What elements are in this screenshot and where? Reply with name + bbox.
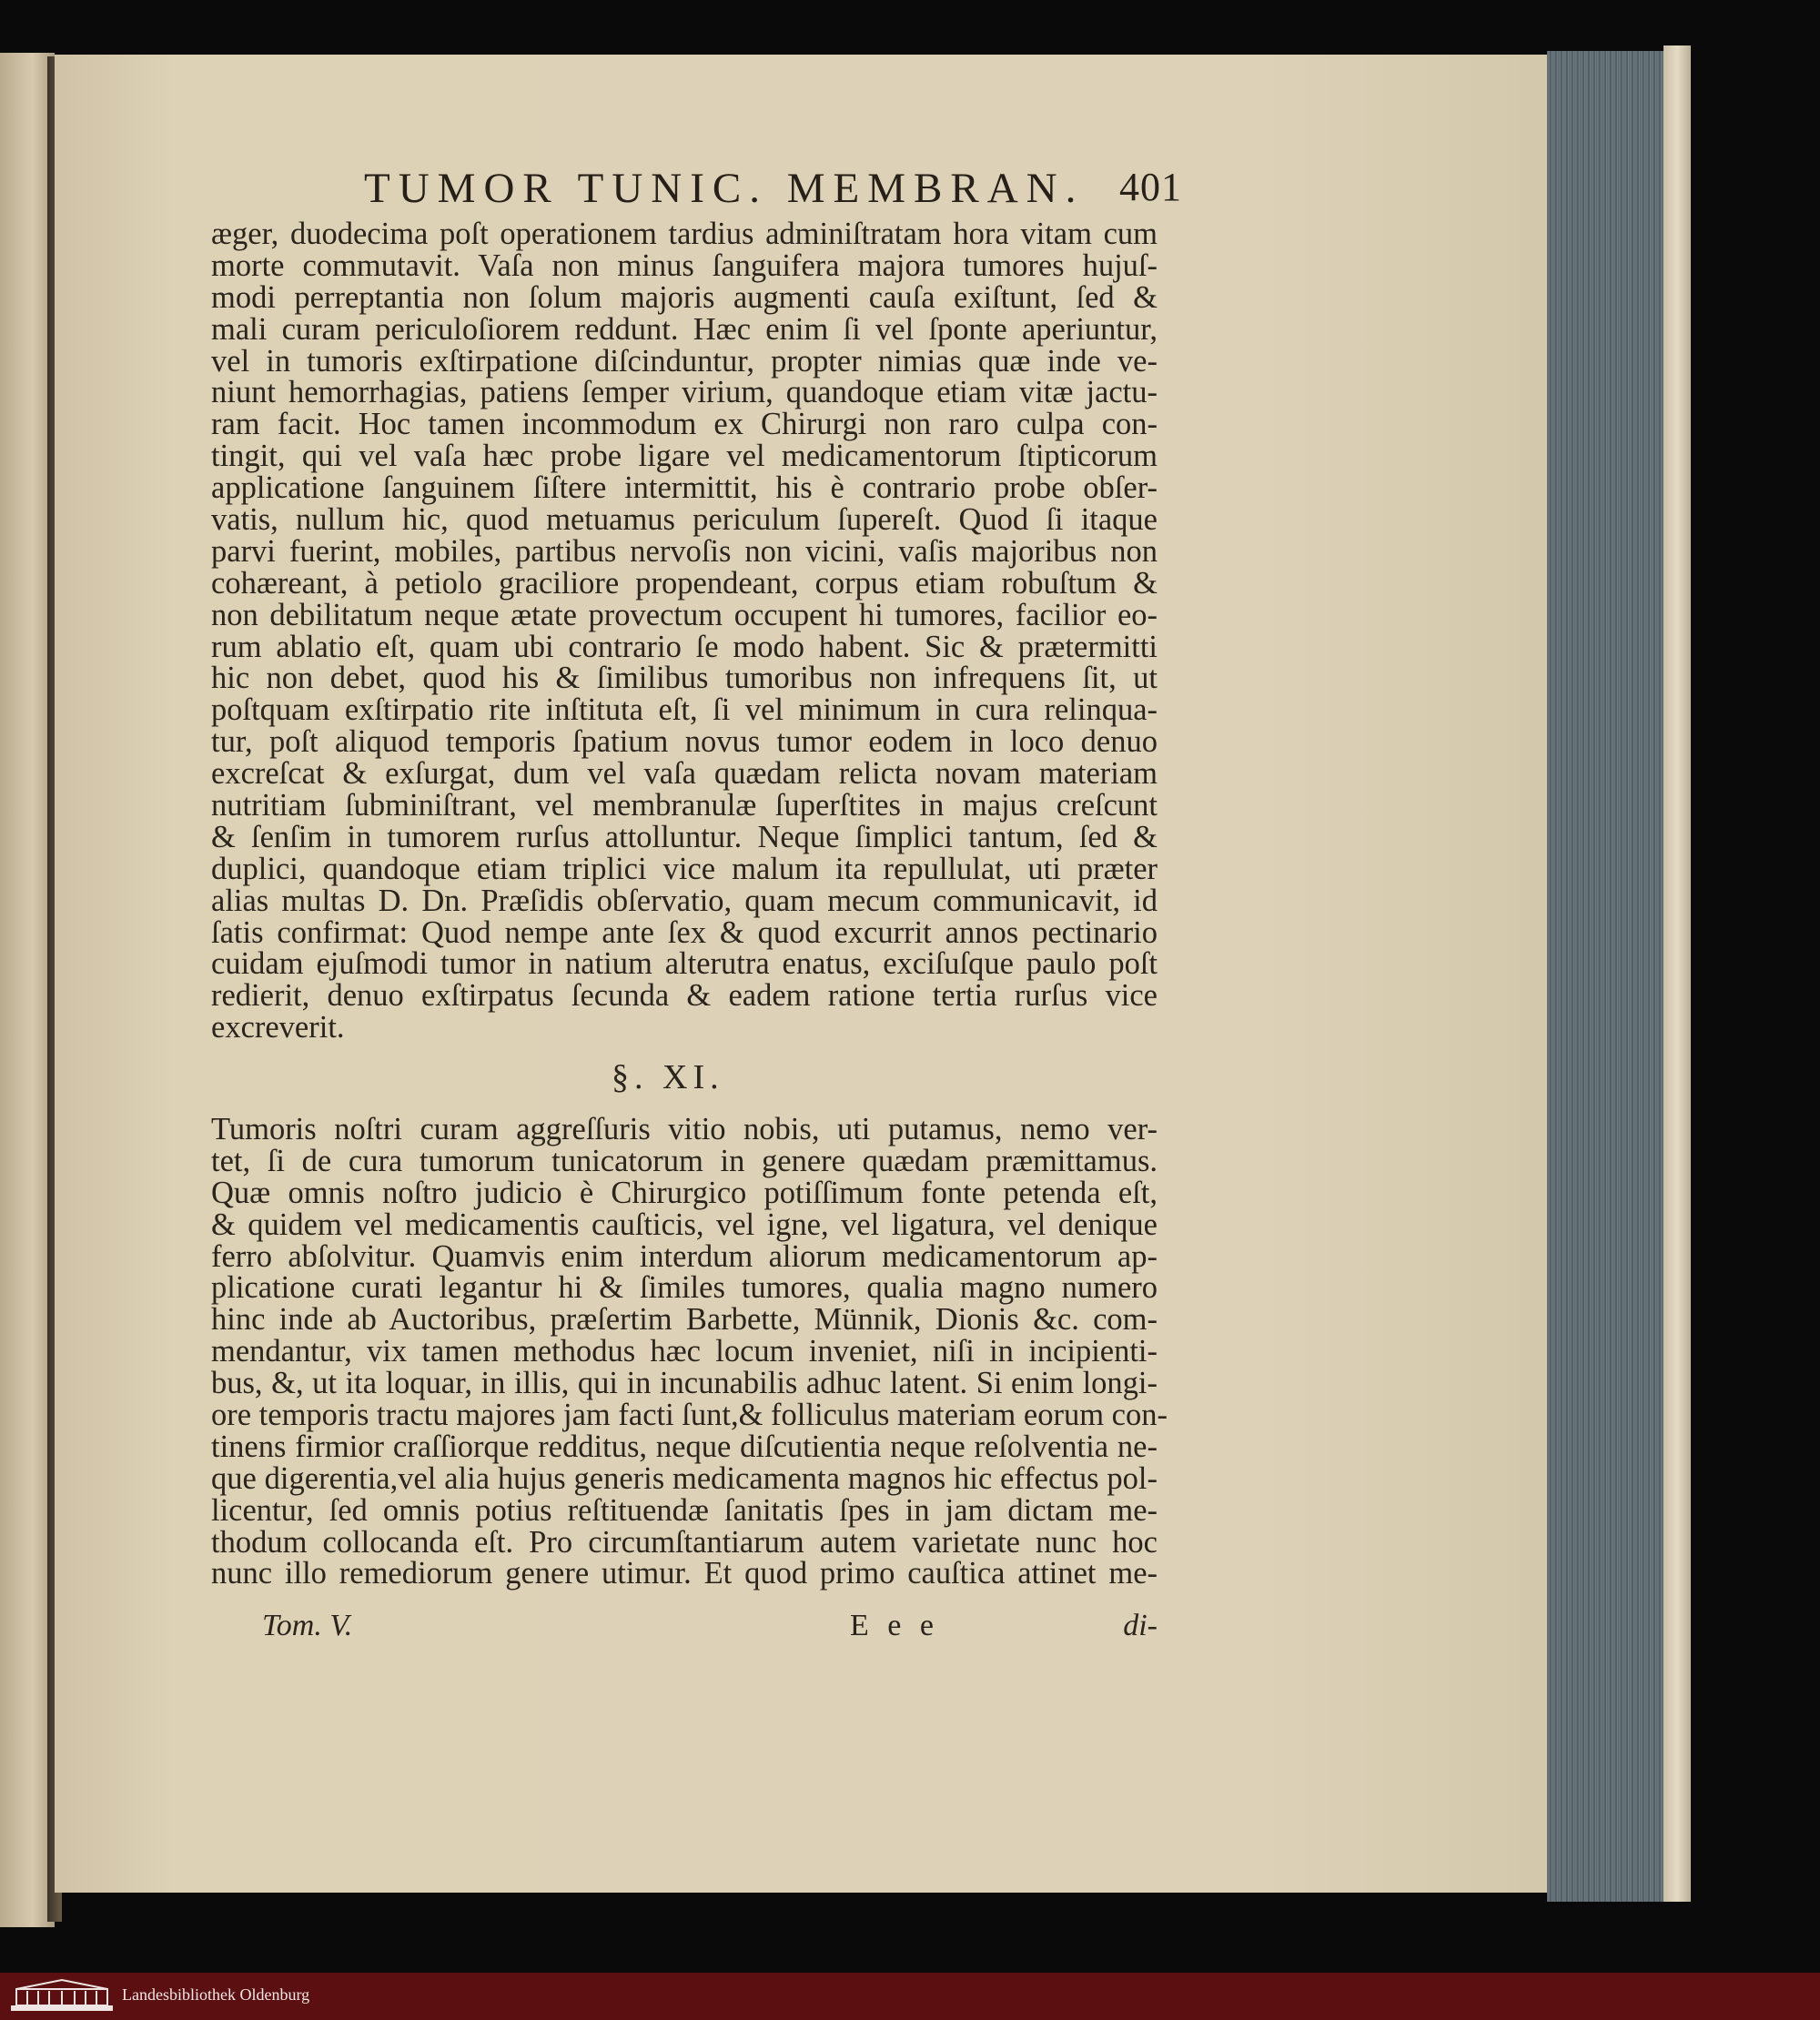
text-line: mendantur, vix tamen methodus hæc locum inveniet, niſi in incipienti- — [211, 1334, 1158, 1369]
page-number: 401 — [1119, 165, 1182, 209]
text-line: excreverit. — [211, 1010, 345, 1045]
text-line: ſatis confirmat: Quod nempe ante ſex & quod excurrit annos pectinario — [211, 914, 1158, 950]
paragraph-2 — [211, 1112, 1168, 1591]
signature-mark: E e e — [850, 1609, 939, 1642]
text-line: cuidam ejuſmodi tumor in natium alterutra enatus, exciſuſque paulo poſt — [211, 946, 1158, 982]
text-line: duplici, quandoque etiam triplici vice malum ita repullulat, uti præter — [211, 851, 1158, 886]
text-line: tur, poſt aliquod temporis ſpatium novus tumor eodem in loco denuo — [211, 724, 1158, 760]
text-line: nutritiam ſubminiſtrant, vel membranulæ ſuperſtites in majus creſcunt — [211, 788, 1158, 823]
section-heading: §. XI. — [612, 1058, 724, 1096]
text-line: morte commutavit. Vaſa non minus ſanguifera majora tumores hujuſ- — [211, 247, 1158, 283]
text-line: ore temporis tractu majores jam facti ſunt,& folliculus materiam eorum con- — [211, 1398, 1168, 1433]
text-line: hic non debet, quod his & ſimilibus tumoribus non infrequens ſit, ut — [211, 661, 1158, 696]
text-line: tinens firmior craſſiorque redditus, neque diſcutientia neque reſolventia ne- — [211, 1429, 1158, 1464]
text-line: plicatione curati legantur hi & ſimiles tumores, qualia magno numero — [211, 1270, 1158, 1306]
text-line: nunc illo remediorum genere utimur. Et quod primo cauſtica attinet me- — [211, 1556, 1158, 1591]
text-line: mali curam periculoſiorem reddunt. Hæc enim ſi vel ſponte aperiuntur, — [211, 311, 1158, 347]
volume-mark: Tom. V. — [262, 1609, 353, 1642]
paragraph-1 — [211, 218, 1158, 1044]
text-line: ram facit. Hoc tamen incommodum ex Chirurgi non raro culpa con- — [211, 407, 1158, 442]
text-line: vatis, nullum hic, quod metuamus periculum ſupereſt. Quod ſi itaque — [211, 502, 1158, 538]
text-line: & ſenſim in tumorem rurſus attolluntur. Neque ſimplici tantum, ſed & — [211, 819, 1158, 854]
text-line: tet, ſi de cura tumorum tunicatorum in genere quædam præmittamus. — [211, 1143, 1158, 1178]
text-line: cohæreant, à petiolo graciliore propendeant, corpus etiam robuſtum & — [211, 565, 1158, 601]
fore-edge — [1547, 51, 1671, 1902]
text-line: alias multas D. Dn. Præſidis obſervatio, quam mecum communicavit, id — [211, 883, 1158, 918]
left-page-edge — [0, 53, 55, 1927]
text-line: Quæ omnis noſtro judicio è Chirurgico potiſſimum fonte petenda eſt, — [211, 1175, 1158, 1210]
text-line: non debilitatum neque ætate provectum occupent hi tumores, facilior eo- — [211, 597, 1158, 632]
text-line: niunt hemorrhagias, patiens ſemper virium, quandoque etiam vitæ jactu- — [211, 375, 1158, 410]
catchword: di- — [1123, 1609, 1158, 1642]
text-line: ferro abſolvitur. Quamvis enim interdum aliorum medicamentorum ap- — [211, 1238, 1158, 1274]
library-building-icon — [9, 1978, 115, 2015]
text-line: æger, duodecima poſt operationem tardius adminiſtratam hora vitam cum — [211, 217, 1158, 251]
text-line: & quidem vel medicamentis cauſticis, vel igne, vel ligatura, vel denique — [211, 1207, 1158, 1242]
text-line: excreſcat & exſurgat, dum vel vaſa quædam relicta novam materiam — [211, 756, 1158, 792]
text-line: poſtquam exſtirpatio rite inſtituta eſt, ſi vel minimum in cura relinqua- — [211, 692, 1158, 728]
text-line: redierit, denuo exſtirpatus ſecunda & eadem ratione tertia rurſus vice — [211, 978, 1158, 1014]
book-cover-board — [1663, 45, 1691, 1902]
library-banner — [0, 1973, 1820, 2020]
text-line: rum ablatio eſt, quam ubi contrario ſe modo habent. Sic & prætermitti — [211, 629, 1158, 664]
text-line: que digerentia,vel alia hujus generis medicamenta magnos hic effectus pol- — [211, 1460, 1158, 1496]
text-line: licentur, ſed omnis potius reſtituendæ ſanitatis ſpes in jam dictam me- — [211, 1492, 1158, 1528]
library-name: Landesbibliothek Oldenburg — [122, 1985, 310, 2004]
text-line: tingit, qui vel vaſa hæc probe ligare vel medicamentorum ſtipticorum — [211, 439, 1158, 474]
text-line: hinc inde ab Auctoribus, præſertim Barbette, Münnik, Dionis &c. com- — [211, 1302, 1158, 1338]
page-footer — [211, 1609, 1158, 1645]
running-head-title: TUMOR TUNIC. MEMBRAN. — [364, 165, 1085, 212]
running-head — [209, 164, 1210, 218]
text-line: Tumoris noſtri curam aggreſſuris vitio nobis, uti putamus, nemo ver- — [211, 1112, 1158, 1146]
text-line: parvi fuerint, mobiles, partibus nervoſis non vicini, vaſis majoribus non — [211, 533, 1158, 569]
text-line: vel in tumoris exſtirpatione diſcinduntur, propter nimias quæ inde ve- — [211, 343, 1158, 379]
text-line: modi perreptantia non ſolum majoris augmenti cauſa exiſtunt, ſed & — [211, 279, 1158, 315]
text-line: applicatione ſanguinem ſiſtere intermittit, his è contrario probe obſer- — [211, 470, 1158, 506]
text-line: bus, &, ut ita loquar, in illis, qui in incunabilis adhuc latent. Si enim longi- — [211, 1366, 1158, 1401]
text-line: thodum collocanda eſt. Pro circumſtantiarum autem varietate nunc hoc — [211, 1524, 1158, 1560]
